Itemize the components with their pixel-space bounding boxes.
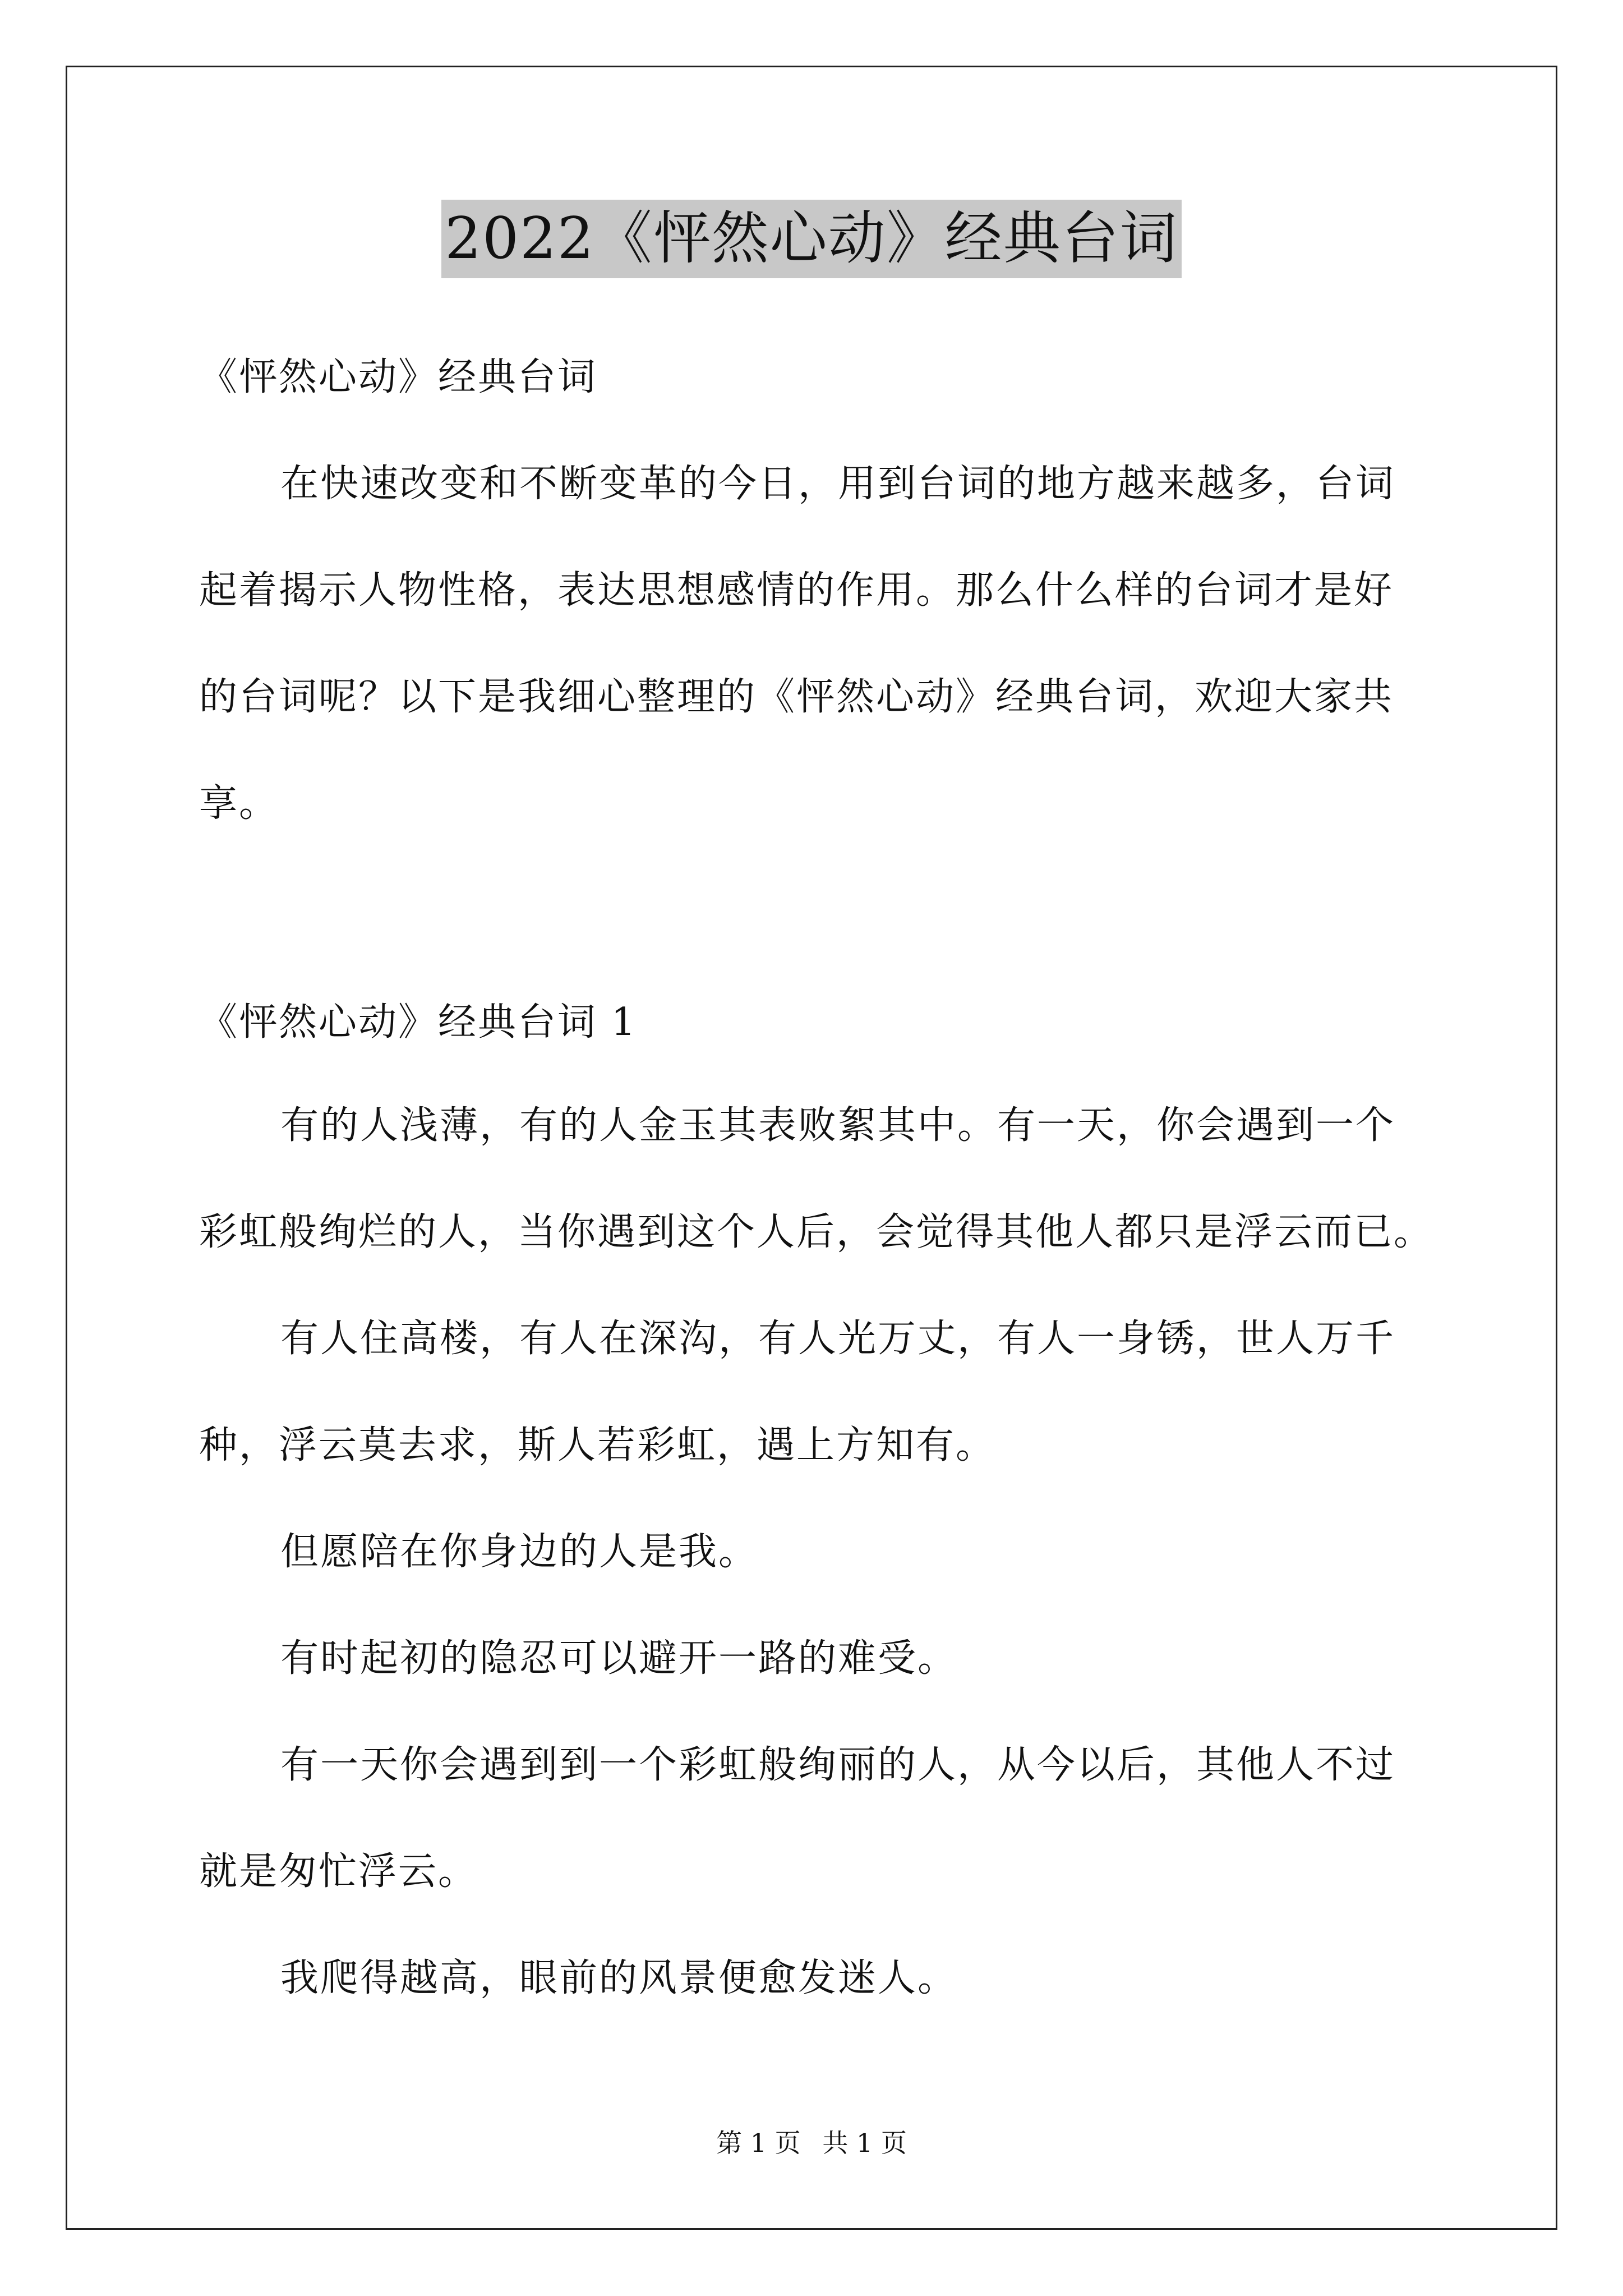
body-line-2: 彩虹般绚烂的人，当你遇到这个人后，会觉得其他人都只是浮云而已。 — [199, 1210, 1434, 1254]
intro-line-2: 起着揭示人物性格，表达思想感情的作用。那么什么样的台词才是好 — [199, 568, 1394, 613]
document-title: 2022《怦然心动》经典台词 — [441, 200, 1182, 278]
page-footer — [0, 2126, 1623, 2160]
body-line-3: 有人住高楼，有人在深沟，有人光万丈，有人一身锈，世人万千 — [280, 1317, 1396, 1361]
body-line-9: 我爬得越高，眼前的风景便愈发迷人。 — [280, 1956, 958, 2000]
body-line-8: 就是匆忙浮云。 — [199, 1849, 478, 1894]
page-total: 共 1 页 — [822, 2128, 907, 2158]
intro-line-4: 享。 — [199, 781, 279, 826]
title-container — [0, 200, 1623, 278]
body-line-5: 但愿陪在你身边的人是我。 — [280, 1530, 759, 1574]
page-number: 第 1 页 — [716, 2128, 801, 2158]
body-line-4: 种，浮云莫去求，斯人若彩虹，遇上方知有。 — [199, 1423, 996, 1467]
body-line-7: 有一天你会遇到到一个彩虹般绚丽的人，从今以后，其他人不过 — [280, 1743, 1396, 1787]
body-line-6: 有时起初的隐忍可以避开一路的难受。 — [280, 1636, 958, 1681]
section-heading: 《怦然心动》经典台词 1 — [199, 1000, 637, 1045]
body-line-1: 有的人浅薄，有的人金玉其表败絮其中。有一天，你会遇到一个 — [280, 1103, 1396, 1148]
intro-line-3: 的台词呢？以下是我细心整理的《怦然心动》经典台词，欢迎大家共 — [199, 675, 1394, 719]
intro-line-1: 在快速改变和不断变革的今日，用到台词的地方越来越多，台词 — [280, 462, 1396, 506]
subtitle: 《怦然心动》经典台词 — [199, 355, 598, 399]
